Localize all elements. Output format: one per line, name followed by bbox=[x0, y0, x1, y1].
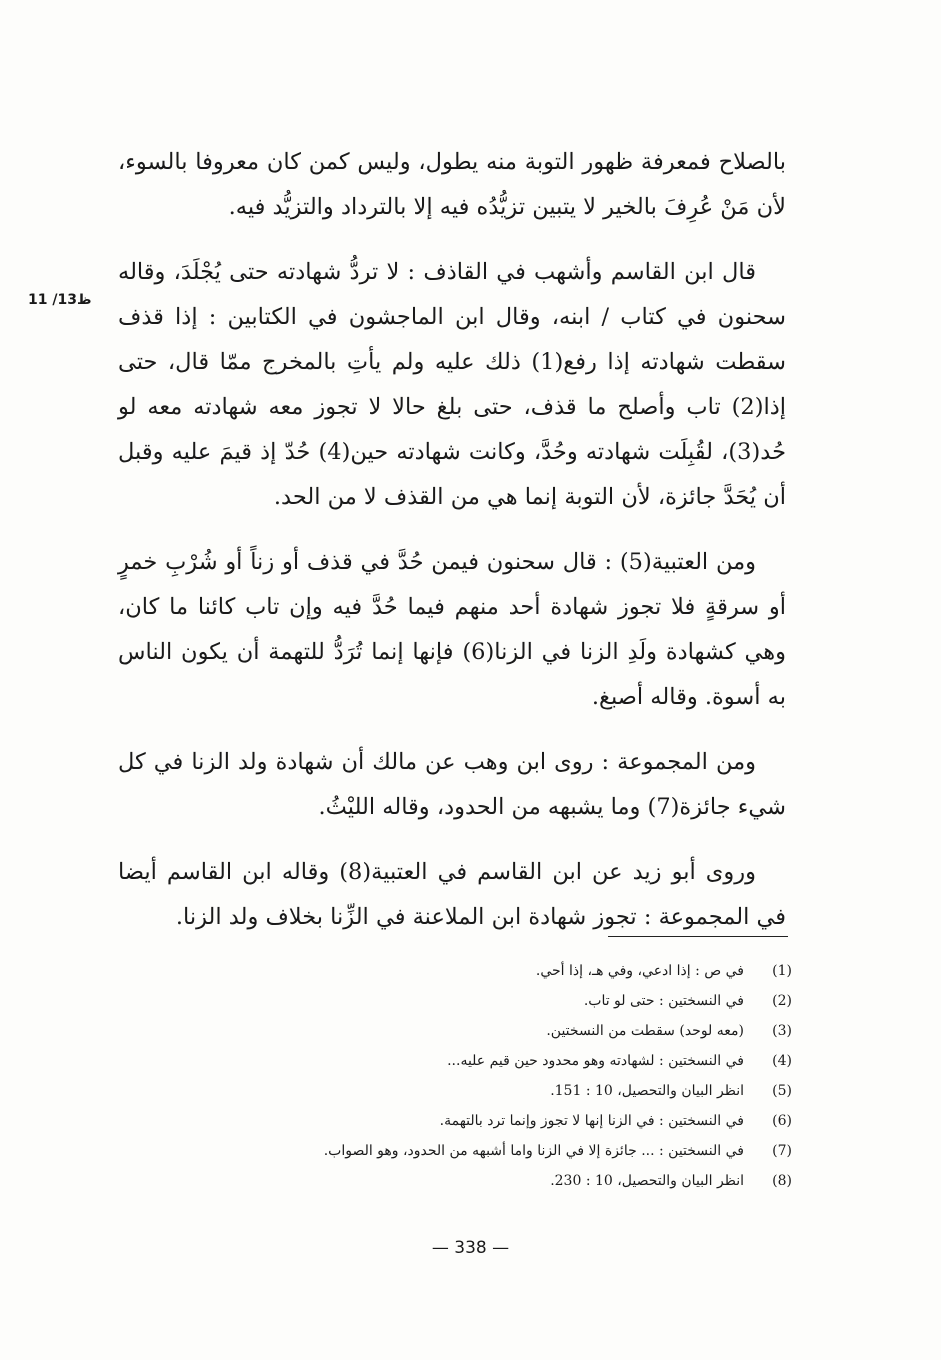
footnote-text: (معه لوحد) سقطت من النسختين. bbox=[546, 1023, 744, 1039]
footnote bbox=[180, 1046, 792, 1076]
footnote bbox=[180, 1166, 792, 1196]
footnote-text: في ص : إذا ادعي، وفي هـ، إذا أحي. bbox=[535, 963, 744, 979]
footnote bbox=[180, 1136, 792, 1166]
manuscript-folio-ref: 11 /13ظ bbox=[28, 292, 92, 308]
footnote-text: انظر البيان والتحصيل، 10 : 151. bbox=[550, 1083, 744, 1099]
footnote-number: (1) bbox=[772, 963, 792, 979]
footnote-text: في النسختين : ... جائزة إلا في الزنا واما أشبهه من الحدود، وهو الصواب. bbox=[323, 1143, 744, 1159]
footnote bbox=[180, 1016, 792, 1046]
footnote bbox=[180, 986, 792, 1016]
footnote-text: في النسختين : في الزنا إنها لا تجوز وإنما ترد بالتهمة. bbox=[439, 1113, 744, 1129]
paragraph: وروى أبو زيد عن ابن القاسم في العتبية(8) وقاله ابن القاسم أيضا في المجموعة : تجوز شهادة ابن الملاعنة في الزِّنا بخلاف ولد الزنا. bbox=[118, 859, 786, 930]
footnotes bbox=[180, 956, 792, 1196]
footnote-number: (2) bbox=[772, 993, 792, 1009]
footnote-number: (4) bbox=[772, 1053, 792, 1069]
footnote-number: (8) bbox=[772, 1173, 792, 1189]
main-text bbox=[118, 140, 786, 960]
footnote bbox=[180, 1076, 792, 1106]
footnote bbox=[180, 1106, 792, 1136]
footnote-separator bbox=[608, 936, 788, 937]
paragraph: قال ابن القاسم وأشهب في القاذف : لا تردُّ شهادته حتى يُجْلَدَ، وقاله سحنون في كتاب / ابنه، وقال ابن الماجشون في الكتابين : إذا قذف سقطت شهادته إذا رفع(1) ذلك عليه ولم يأتِ بالمخرج ممّا قال، حتى إذا(2) تاب وأصلح ما قذف، حتى بلغ حالا لا تجوز معه شهادته معه لو حُد(3)، لقُبِلَت شهادته وحُدَّ، وكانت شهادته حين(4) حُدّ إذ قيمَ عليه وقبل أن يُحَدَّ جائزة، لأن التوبة إنما هي من القذف لا من الحد. bbox=[118, 259, 787, 510]
paragraph: ومن المجموعة : روى ابن وهب عن مالك أن شهادة ولد الزنا في كل شيء جائزة(7) وما يشبهه من الحدود، وقاله الليْثُ. bbox=[118, 749, 786, 820]
footnote-number: (5) bbox=[772, 1083, 792, 1099]
footnote-text: في النسختين : حتى لو تاب. bbox=[583, 993, 744, 1009]
footnote-number: (3) bbox=[772, 1023, 792, 1039]
footnote-number: (7) bbox=[772, 1143, 792, 1159]
footnote-text: انظر البيان والتحصيل، 10 : 230. bbox=[550, 1173, 744, 1189]
footnote-number: (6) bbox=[772, 1113, 792, 1129]
footnote-text: في النسختين : لشهادته وهو محدود حين قيم عليه... bbox=[447, 1053, 744, 1069]
footnote bbox=[180, 956, 792, 986]
paragraph: بالصلاح فمعرفة ظهور التوبة منه يطول، وليس كمن كان معروفا بالسوء، لأن مَنْ عُرِفَ بالخير لا يتبين تزيُّدُه فيه إلا بالترداد والتزيُّد فيه. bbox=[118, 149, 786, 220]
paragraph: ومن العتبية(5) : قال سحنون فيمن حُدَّ في قذف أو زناً أو شُرْبِ خمرٍ أو سرقةٍ فلا تجوز شهادة أحد منهم فيما حُدَّ فيه وإن تاب كائنا ما كان، وهي كشهادة ولَدِ الزنا في الزنا(6) فإنها إنما تُرَدُّ للتهمة أن يكون الناس به أسوة. وقاله أصبغ. bbox=[118, 549, 786, 710]
page-number: — 338 — bbox=[431, 1238, 510, 1258]
